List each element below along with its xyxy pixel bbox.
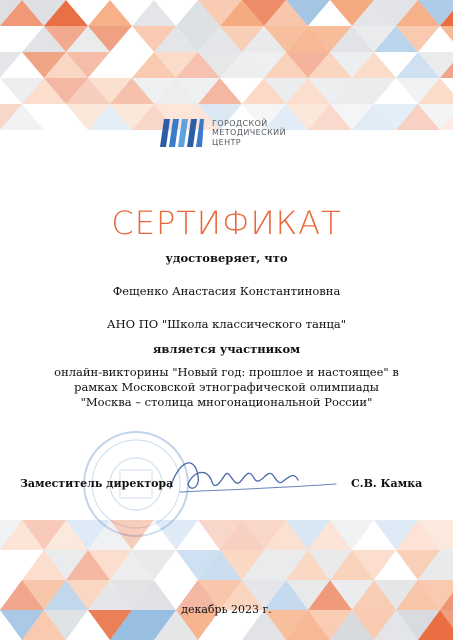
- organization-name: АНО ПО "Школа классического танца": [106, 317, 347, 331]
- decorative-triangle-pattern-top: [0, 0, 453, 130]
- description-line-2: рамках Московской этнографической олимпиады: [74, 380, 379, 394]
- logo-line-1: ГОРОДСКОЙ: [212, 118, 268, 128]
- signer-name: С.В. Камка: [351, 477, 423, 490]
- logo: [160, 115, 286, 151]
- certifies-text: удостоверяет, что: [165, 251, 288, 265]
- signer-position: Заместитель директора: [20, 477, 174, 490]
- description-line-3: "Москва – столица многонациональной России": [80, 395, 373, 409]
- event-description: [0, 365, 453, 410]
- certificate-title: СЕРТИФИКАТ: [111, 204, 342, 242]
- issue-date: декабрь 2023 г.: [181, 603, 272, 616]
- logo-mark-icon: [160, 115, 204, 151]
- description-line-1: онлайн-викторины "Новый год: прошлое и настоящее" в: [54, 365, 399, 379]
- recipient-name: Фещенко Анастасия Константиновна: [112, 284, 341, 298]
- decorative-triangle-pattern-bottom: [0, 520, 453, 640]
- logo-line-2: МЕТОДИЧЕСКИЙ: [212, 128, 286, 138]
- participant-status: является участником: [152, 342, 301, 356]
- handwritten-signature: [160, 448, 340, 502]
- logo-text: [212, 119, 286, 148]
- logo-line-3: ЦЕНТР: [212, 137, 241, 147]
